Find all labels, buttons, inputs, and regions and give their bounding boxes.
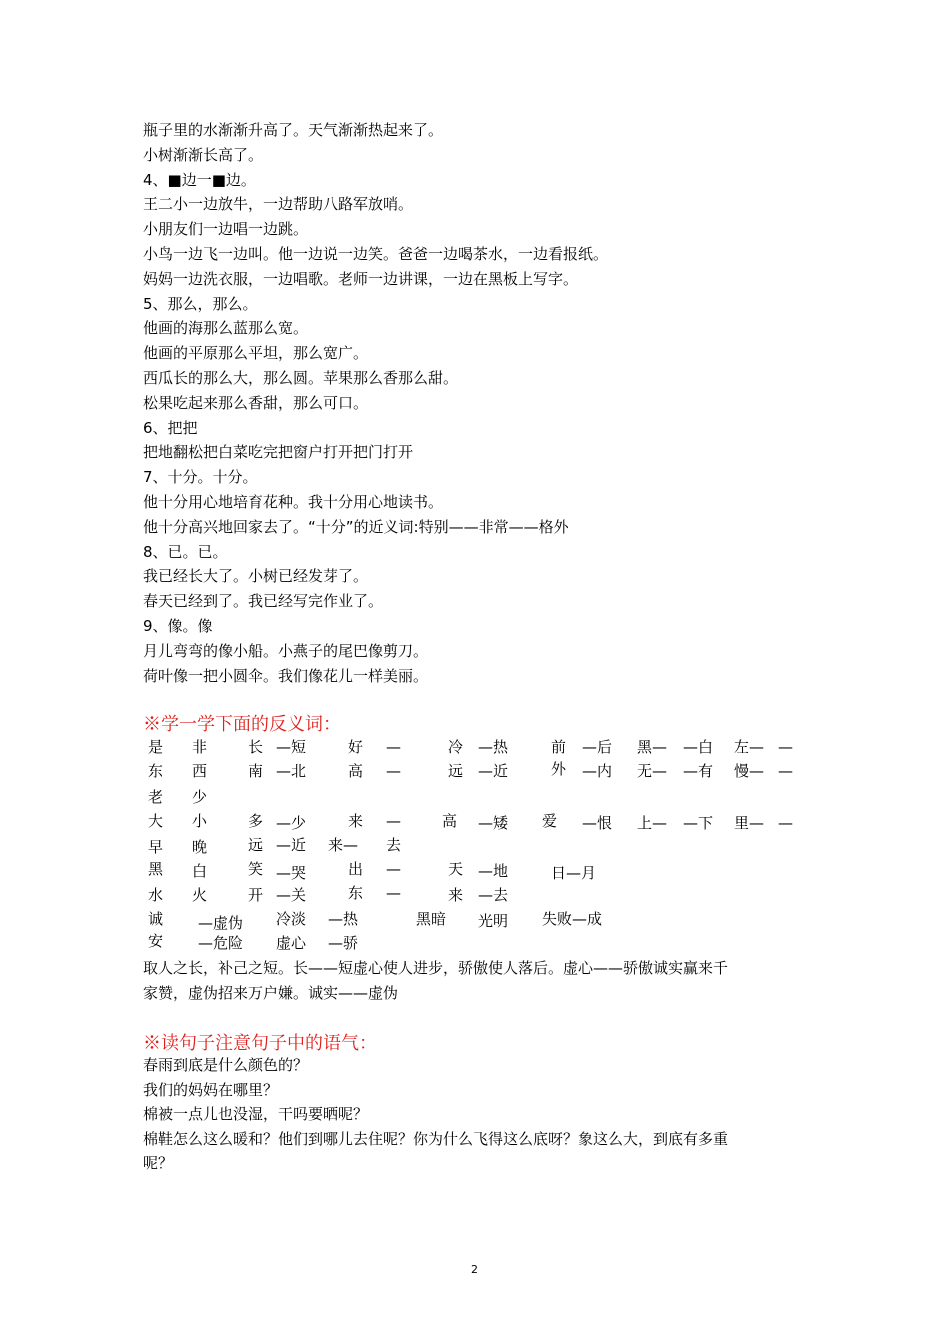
- antonym-cell: —短: [276, 738, 307, 756]
- text-line: 我们的妈妈在哪里？: [143, 1080, 279, 1099]
- antonym-cell: 是: [148, 738, 164, 756]
- antonym-cell: —: [386, 860, 401, 878]
- antonym-cell: 天: [448, 860, 464, 878]
- antonym-cell: —热: [328, 910, 359, 928]
- antonym-cell: 东: [148, 762, 164, 780]
- antonym-cell: 火: [192, 886, 208, 904]
- antonym-cell: 来: [448, 886, 464, 904]
- antonym-cell: 远: [248, 836, 264, 854]
- text-line: 4、■边一■边。: [143, 170, 256, 189]
- antonym-cell: 失败—成: [542, 910, 603, 928]
- antonym-cell: —关: [276, 886, 307, 904]
- antonym-cell: 左—: [734, 738, 765, 756]
- antonym-cell: 爱: [542, 812, 558, 830]
- antonym-cell: —北: [276, 762, 307, 780]
- antonym-cell: 诚: [148, 910, 164, 928]
- text-line: 他画的海那么蓝那么宽。: [143, 319, 309, 338]
- antonym-cell: —哭: [276, 864, 307, 882]
- text-line: 小鸟一边飞一边叫。他一边说一边笑。爸爸一边喝茶水，一边看报纸。: [143, 245, 609, 263]
- antonym-cell: —地: [478, 862, 509, 880]
- antonym-cell: —: [386, 738, 401, 756]
- text-line: 妈妈一边洗衣服，一边唱歌。老师一边讲课，一边在黑板上写字。: [143, 269, 579, 288]
- antonym-cell: 冷淡: [276, 910, 307, 928]
- antonym-cell: 前: [551, 738, 567, 756]
- antonym-cell: —少: [276, 814, 307, 832]
- text-line: 8、已。已。: [143, 542, 228, 561]
- antonym-cell: 来—: [328, 836, 359, 854]
- antonym-cell: 出: [348, 860, 364, 878]
- section-title-tone: ※读句子注意句子中的语气：: [143, 1033, 377, 1054]
- antonym-cell: 慢—: [734, 762, 765, 780]
- text-line: 他十分用心地培育花种。我十分用心地读书。: [143, 493, 444, 511]
- antonym-cell: 老: [148, 788, 164, 806]
- text-line: 春雨到底是什么颜色的？: [143, 1056, 309, 1074]
- antonym-cell: 南: [248, 762, 264, 780]
- antonym-cell: —内: [582, 762, 613, 780]
- antonym-cell: 高: [442, 812, 458, 830]
- antonym-cell: 黑—: [637, 738, 668, 756]
- antonym-cell: 白: [192, 862, 208, 880]
- text-line: 荷叶像一把小圆伞。我们像花儿一样美丽。: [143, 666, 429, 685]
- antonym-cell: 黑: [148, 860, 164, 878]
- text-line: 5、那么，那么。: [143, 294, 258, 313]
- antonym-cell: 长: [248, 738, 264, 756]
- antonym-cell: —: [778, 814, 793, 832]
- antonym-cell: 日—月: [551, 864, 597, 882]
- section-title-antonyms: ※学一学下面的反义词：: [143, 714, 341, 735]
- text-line: 棉被一点儿也没湿，干吗要晒呢？: [143, 1105, 369, 1123]
- antonym-cell: 高: [348, 762, 364, 780]
- text-line: 月儿弯弯的像小船。小燕子的尾巴像剪刀。: [143, 641, 429, 660]
- text-line: 春天已经到了。我已经写完作业了。: [143, 592, 384, 611]
- antonym-cell: 外: [551, 760, 567, 778]
- text-line: 他十分高兴地回家去了。“十分”的近义词:特别——非常——格外: [143, 517, 569, 536]
- antonym-cell: 晚: [192, 838, 208, 856]
- antonym-cell: 早: [148, 838, 164, 856]
- text-line: 王二小一边放牛，一边帮助八路军放哨。: [143, 195, 414, 214]
- text-line: 我已经长大了。小树已经发芽了。: [143, 567, 369, 586]
- antonym-cell: 安: [148, 932, 164, 950]
- text-line: 小朋友们一边唱一边跳。: [143, 220, 309, 239]
- antonym-cell: —白: [683, 738, 714, 756]
- antonym-cell: 小: [192, 812, 208, 830]
- antonym-cell: —恨: [582, 814, 613, 832]
- antonym-cell: —近: [276, 836, 307, 854]
- antonym-cell: —虚伪: [198, 914, 244, 932]
- text-line: 7、十分。十分。: [143, 468, 258, 487]
- antonym-cell: —: [386, 812, 401, 830]
- antonym-cell: —有: [683, 762, 714, 780]
- antonym-cell: —: [386, 884, 401, 902]
- antonym-cell: 非: [192, 738, 208, 756]
- antonym-cell: 光明: [478, 912, 509, 930]
- antonym-cell: 少: [192, 788, 208, 806]
- summary-line: 家赞，虚伪招来万户嫌。诚实——虚伪: [143, 984, 399, 1002]
- text-line: 棉鞋怎么这么暖和？他们到哪儿去住呢？你为什么飞得这么底呀？象这么大，到底有多重: [143, 1129, 729, 1148]
- antonym-cell: —: [778, 762, 793, 780]
- text-line: 西瓜长的那么大，那么圆。苹果那么香那么甜。: [143, 369, 459, 387]
- text-line: 他画的平原那么平坦，那么宽广。: [143, 344, 369, 363]
- antonym-cell: 开: [248, 886, 264, 904]
- antonym-cell: 去: [386, 836, 402, 854]
- antonym-cell: 无—: [637, 762, 668, 780]
- antonym-cell: 水: [148, 886, 164, 904]
- antonym-cell: 虚心: [276, 934, 307, 952]
- text-line: 把地翻松把白菜吃完把窗户打开把门打开: [143, 443, 414, 462]
- summary-line: 取人之长，补己之短。长——短虚心使人进步，骄傲使人落后。虚心——骄傲诚实赢来千: [143, 959, 729, 977]
- antonym-cell: —后: [582, 738, 613, 756]
- text-line: 9、像。像: [143, 617, 213, 635]
- antonym-cell: —矮: [478, 814, 509, 832]
- text-line: 6、把把: [143, 418, 198, 437]
- text-line: 松果吃起来那么香甜，那么可口。: [143, 393, 369, 412]
- antonym-cell: 来: [348, 812, 364, 830]
- text-line: 呢？: [143, 1154, 174, 1172]
- antonym-cell: —: [778, 738, 793, 756]
- antonym-cell: 东: [348, 884, 364, 902]
- antonym-cell: 多: [248, 812, 264, 830]
- antonym-cell: 西: [192, 762, 208, 780]
- antonym-cell: 大: [148, 812, 164, 830]
- antonym-cell: —近: [478, 762, 509, 780]
- antonym-cell: —热: [478, 738, 509, 756]
- text-line: 瓶子里的水渐渐升高了。天气渐渐热起来了。: [143, 121, 444, 139]
- antonym-cell: —骄: [328, 934, 359, 952]
- antonym-cell: 好: [348, 738, 364, 756]
- antonym-cell: —: [386, 762, 401, 780]
- antonym-cell: 黑暗: [416, 910, 447, 928]
- antonym-cell: —危险: [198, 934, 244, 952]
- text-line: 小树渐渐长高了。: [143, 145, 264, 164]
- antonym-cell: 冷: [448, 738, 464, 756]
- antonym-cell: 里—: [734, 814, 765, 832]
- antonym-cell: 上—: [637, 814, 668, 832]
- antonym-cell: 远: [448, 762, 464, 780]
- page-number: 2: [471, 1263, 478, 1276]
- antonym-cell: —下: [683, 814, 714, 832]
- antonym-cell: —去: [478, 886, 509, 904]
- antonym-cell: 笑: [248, 860, 264, 878]
